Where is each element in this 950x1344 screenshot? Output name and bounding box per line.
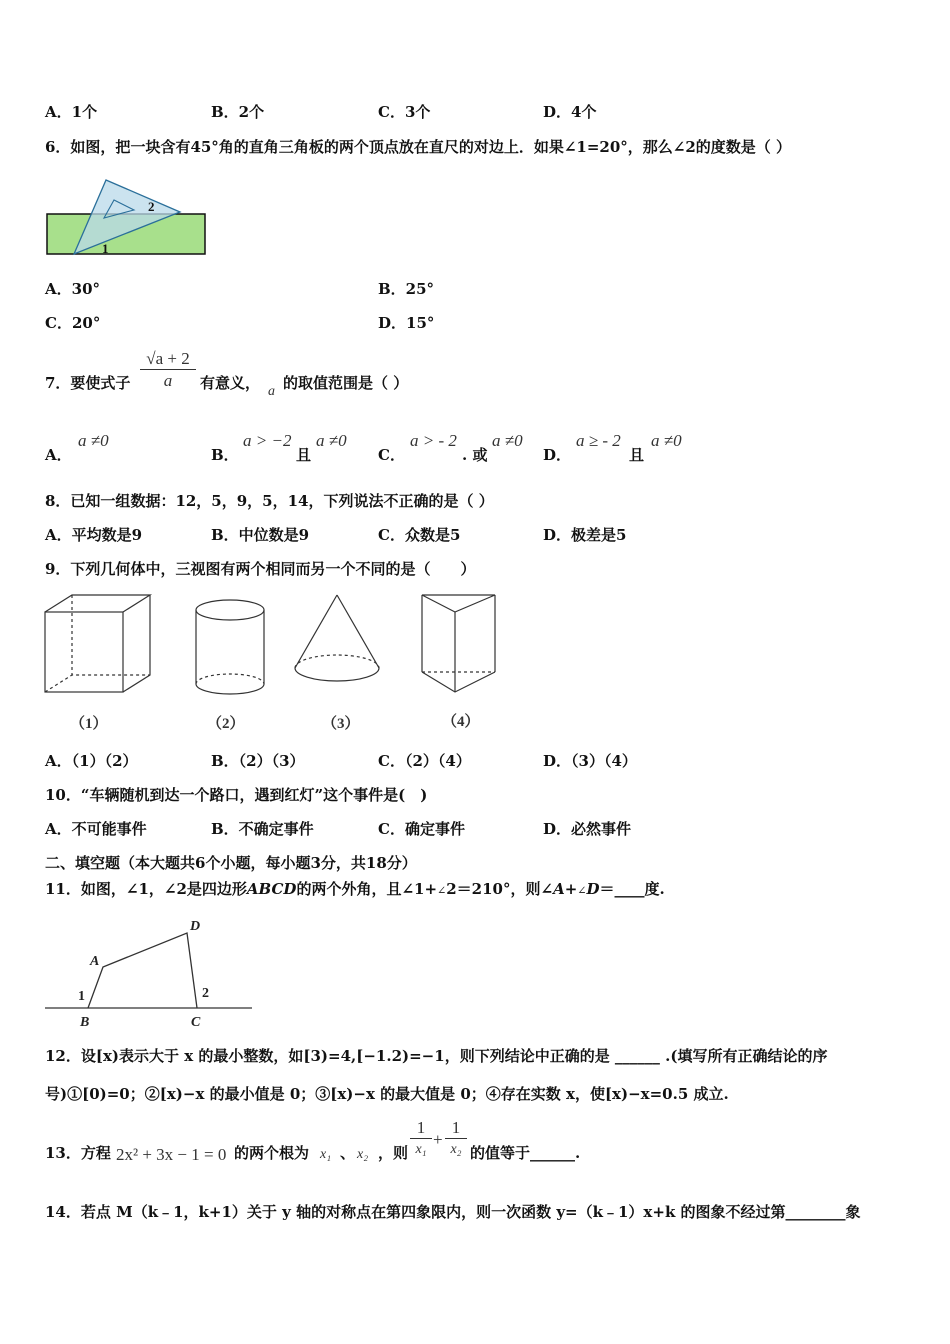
q7-option-a-value: a ≠0 [78,431,109,450]
q11-d: D [586,880,600,898]
q11-stem [45,879,665,901]
q10-option-a: A．不可能事件 [45,820,147,838]
q9-option-c: C．（2）（4） [378,752,471,770]
q13-stem-b: 的两个根为 [234,1144,310,1162]
q7-option-c-value-1: a > - 2 [410,431,457,450]
q11-stem-d: ＝____度. [599,880,665,898]
q7-stem-c: 的取值范围是（ ） [283,374,409,392]
q7-option-b-value-2: a ≠0 [316,431,347,450]
q13-stem-d: 的值等于______. [470,1144,581,1162]
q7-option-d-value-2: a ≠0 [651,431,682,450]
q7-option-a-letter: A． [45,446,72,464]
q10-option-c: C．确定事件 [378,820,465,838]
q9-option-d: D．（3）（4） [543,752,637,770]
q11-quadrilateral-figure [40,912,260,1032]
q8-option-a: A．平均数是9 [45,526,143,544]
q9-fig-label-2: （2） [207,716,245,732]
q9-fig-label-1: （1） [70,716,108,732]
q6-option-a: A．30° [45,280,101,298]
q13-frac2-num: 1 [445,1118,467,1139]
q6-option-d: D．15° [378,314,435,332]
q11-stem-c: 2＝210°，则∠ [446,880,554,898]
q14-stem: 14．若点 M（k﹣1，k+1）关于 y 轴的对称点在第四象限内，则一次函数 y=（k﹣1）x+k 的图象不经过第________象 [45,1203,861,1221]
q5-option-c: C．3个 [378,103,431,121]
q9-fig-label-4: （4） [442,714,480,730]
q5-option-a: A．1个 [45,103,98,121]
q7-fraction-denominator: a [163,371,173,390]
q13-fraction-1 [410,1118,432,1161]
q13-fraction-2 [445,1118,467,1161]
q11-fig-d: D [190,919,201,934]
q11-abcd: ABCD [246,880,297,898]
section-2-title: 二、填空题（本大题共6个小题，每小题3分，共18分） [45,854,417,872]
q7-fraction-numerator: √a + 2 [140,349,196,370]
q6-angle-1-label: 1 [102,241,109,256]
q7-option-d-letter: D． [543,446,572,464]
cube-shape [45,595,150,692]
q11-stem-b: 的两个外角，且∠1+ [296,880,438,898]
q13-frac2-den: x₂ [450,1142,462,1157]
q13-x1: x₁ [320,1147,332,1162]
q13-equation: 2x² + 3x − 1 = 0 [116,1145,227,1164]
q8-stem: 8．已知一组数据：12，5，9，5，14，下列说法不正确的是（ ） [45,492,494,510]
cylinder-shape [196,600,264,694]
q6-option-b: B．25° [378,280,435,298]
q11-plus: + [564,880,578,898]
q6-option-c: C．20° [45,314,101,332]
q8-option-d: D．极差是5 [543,526,627,544]
q7-variable: a [268,384,275,399]
q11-fig-b: B [80,1015,90,1030]
q9-fig-label-3: （3） [322,716,360,732]
q6-angle-2-label: 2 [148,199,155,214]
q7-fraction [140,349,196,392]
q9-solids-figure [40,590,510,735]
q11-fig-a: A [90,954,100,969]
q7-option-b-value-1: a > −2 [243,431,292,450]
q13-frac1-num: 1 [410,1118,432,1139]
q10-option-b: B．不确定事件 [211,820,314,838]
q11-angle-symbol: ∠ [437,884,447,897]
q13-frac1-den: x₁ [415,1142,427,1157]
q11-fig-angle-1: 1 [78,989,85,1004]
q5-option-b: B．2个 [211,103,265,121]
q10-option-d: D．必然事件 [543,820,632,838]
q11-fig-angle-2: 2 [202,986,209,1001]
q6-stem: 6．如图，把一块含有45°角的直角三角板的两个顶点放在直尺的对边上．如果∠1=20°，那么∠2的度数是（ ） [45,138,791,156]
q5-option-d: D．4个 [543,103,597,121]
q7-option-d-join: 且 [629,446,645,464]
q8-option-b: B．中位数是9 [211,526,310,544]
prism-shape [422,595,495,692]
q7-option-c-join: . 或 [462,446,488,464]
q13-stem-c: ，则 [378,1144,409,1162]
q11-angle-symbol-2: ∠ [577,884,587,897]
q13-sep: 、 [340,1144,356,1162]
q7-option-c-letter: C． [378,446,405,464]
q12-line-2: 号)①[0)=0；②[x)−x 的最小值是 0；③[x)−x 的最大值是 0；④存在实数 x，使[x)−x=0.5 成立. [45,1085,729,1103]
cone-shape [295,595,379,681]
q13-x2: x₂ [357,1147,369,1162]
quadrilateral-shape [88,933,197,1008]
q7-stem-b: 有意义， [200,374,261,392]
q12-line-1: 12．设[x)表示大于 x 的最小整数，如[3)=4,[−1.2)=−1，则下列结论中正确的是 ______ .(填写所有正确结论的序 [45,1047,828,1065]
q11-stem-a: 11．如图，∠1，∠2是四边形 [45,880,247,898]
q8-option-c: C．众数是5 [378,526,461,544]
q11-a: A [553,880,565,898]
q7-option-c-value-2: a ≠0 [492,431,523,450]
q13-stem-a: 13．方程 [45,1144,111,1162]
q9-option-b: B．（2）（3） [211,752,305,770]
q10-stem: 10．“车辆随机到达一个路口，遇到红灯”这个事件是( ) [45,786,428,804]
q9-option-a: A．（1）（2） [45,752,138,770]
q7-option-b-join: 且 [296,446,312,464]
q13-plus: + [433,1130,443,1149]
q9-stem: 9．下列几何体中，三视图有两个相同而另一个不同的是（ ） [45,560,476,578]
q7-option-b-letter: B． [211,446,239,464]
q7-option-d-value-1: a ≥ - 2 [576,431,621,450]
q11-fig-c: C [191,1015,201,1030]
q6-ruler-triangle-figure [44,174,210,258]
q7-stem-a: 7．要使式子 [45,374,131,392]
